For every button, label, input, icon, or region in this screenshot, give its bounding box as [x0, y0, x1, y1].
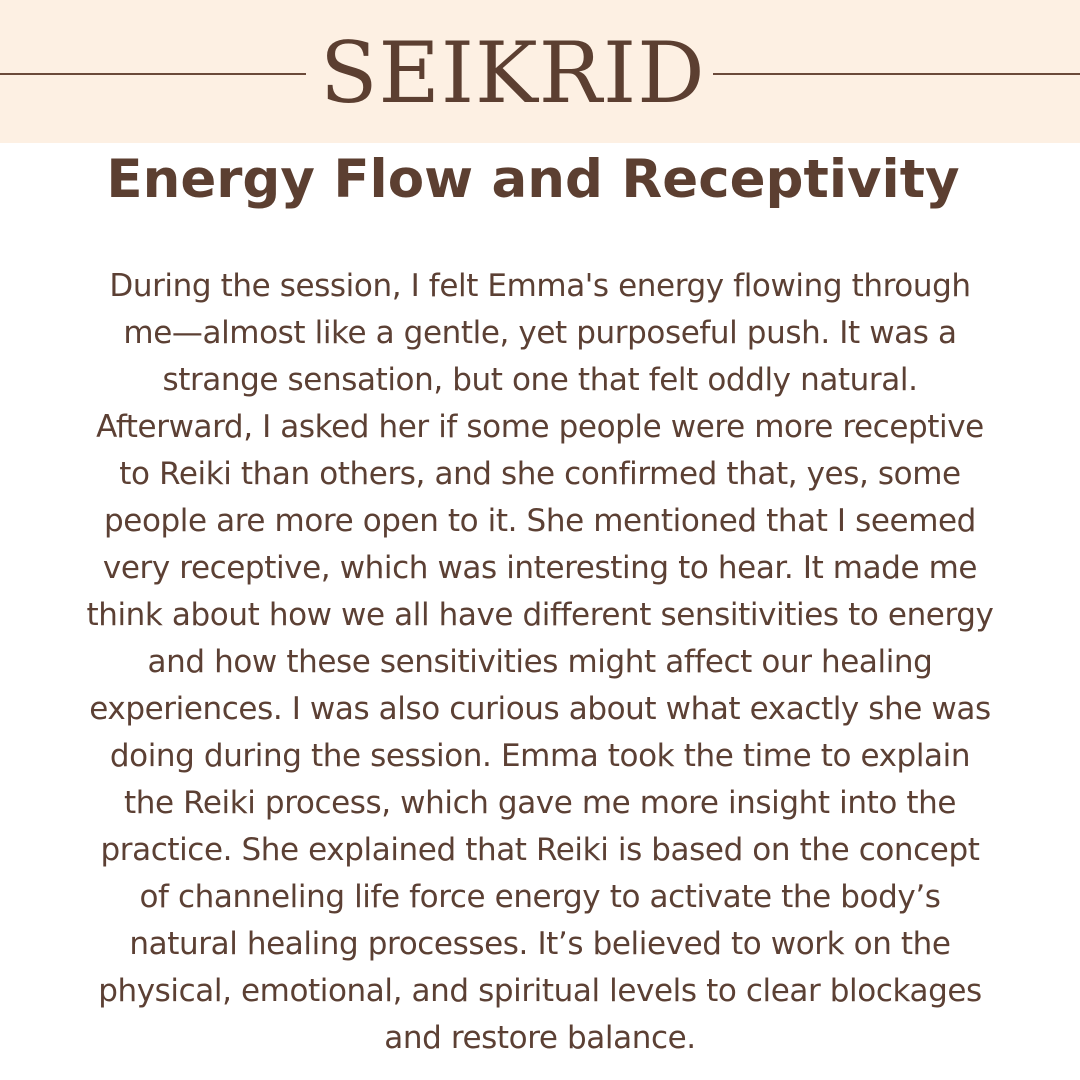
article-body: During the session, I felt Emma's energy flowing through me—almost like a gentle, yet purposeful push. It was a strange sensation, but one that felt oddly natural. Afterward, I asked her if some people were more receptive to Reiki than others, and she confirmed that, yes, some people are more open to it. She mentioned that I seemed very receptive, which was interesting to hear. It made me think about how we all have different sensitivities to energy and how these sensitivities might affect our healing experiences. I was also curious about what exactly she was doing during the session. Emma took the time to explain the Reiki process, which gave me more insight into the practice. She explained that Reiki is based on the concept of channeling life force energy to activate the body’s natural healing processes. It’s believed to work on the physical, emotional, and spiritual levels to clear blockages and restore balance. — [86, 268, 994, 1056]
header-divider-right — [713, 73, 1080, 75]
header-band — [0, 0, 1080, 143]
brand-logo: SEIKRID — [320, 24, 706, 122]
header-divider-left — [0, 73, 306, 75]
page-title: Energy Flow and Receptivity — [106, 149, 960, 210]
